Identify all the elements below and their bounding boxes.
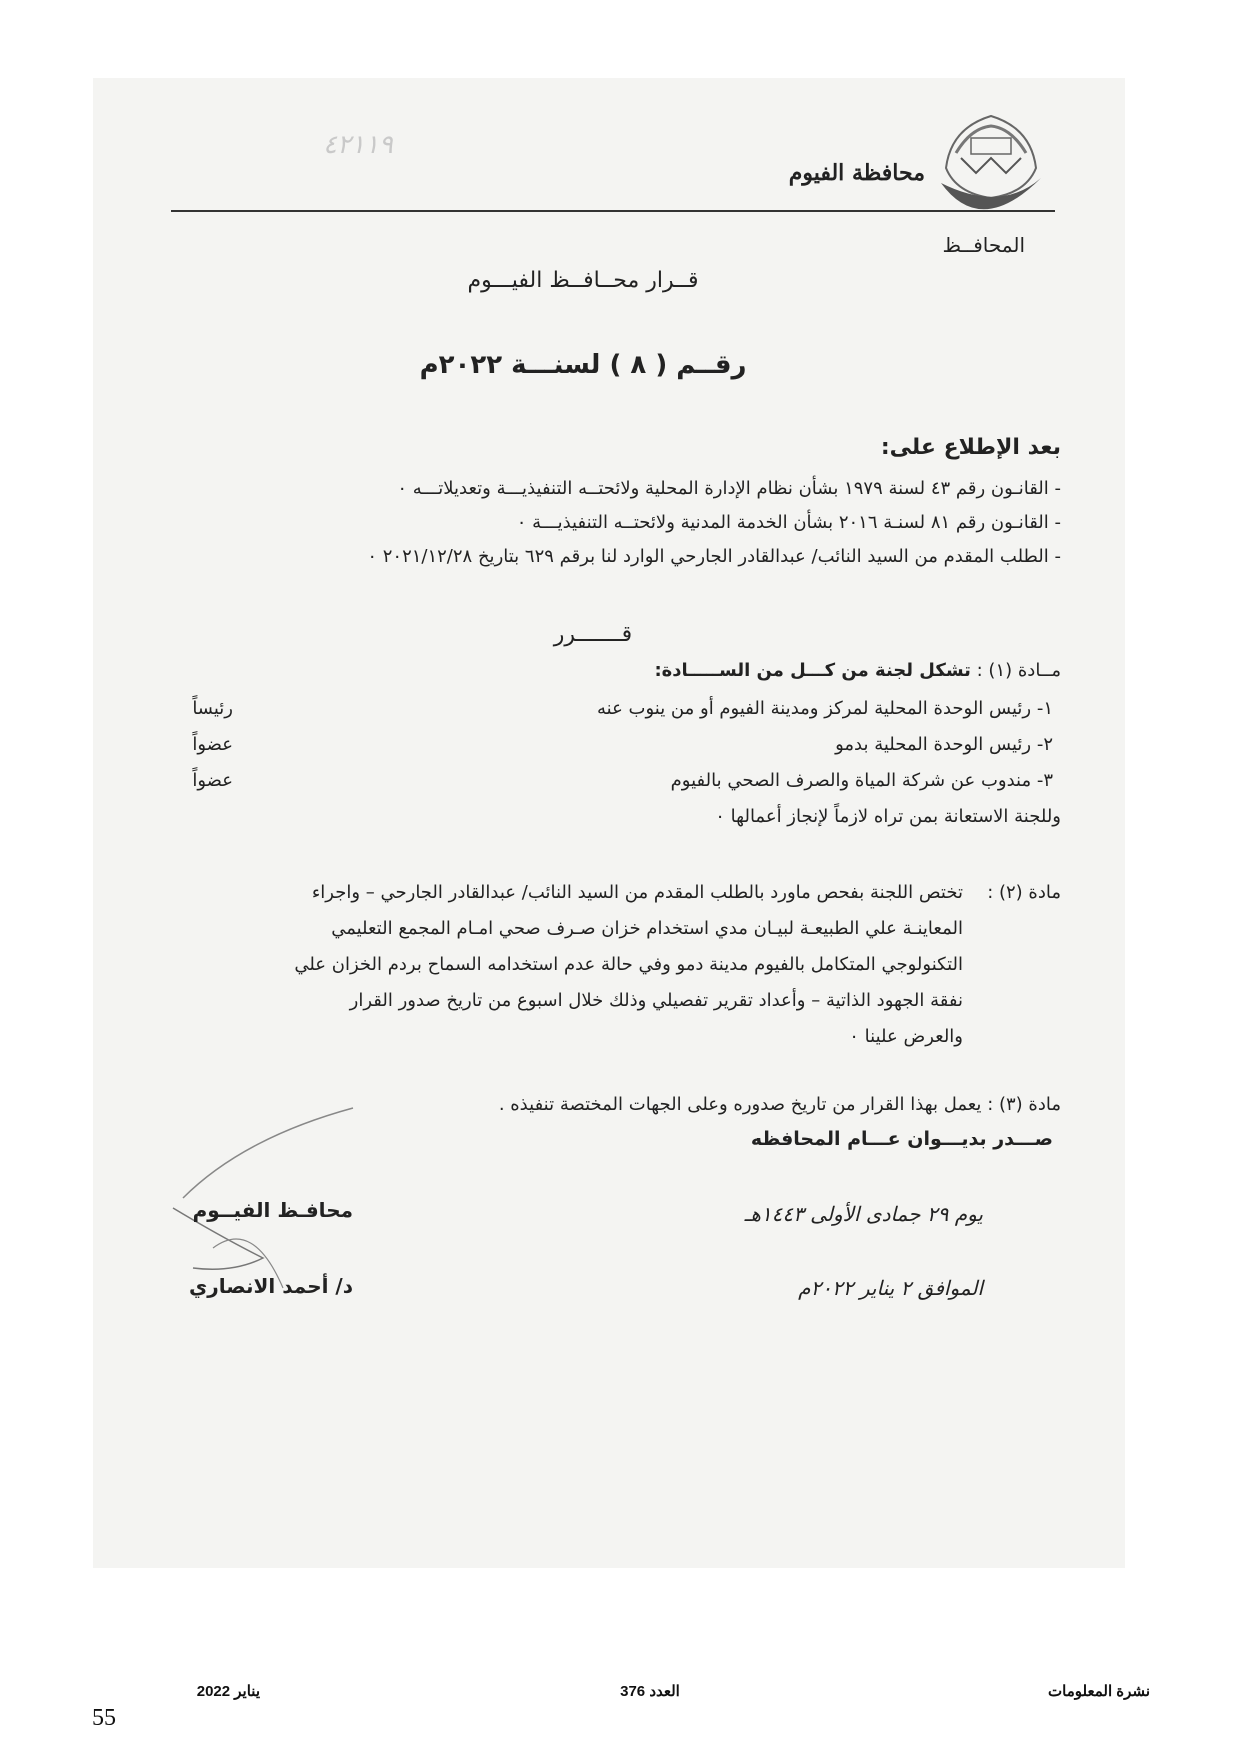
- article-3: [293, 1094, 1061, 1115]
- governorate-logo-icon: [931, 98, 1051, 218]
- decision-title: قــرار محــافــظ الفيـــوم: [467, 268, 699, 293]
- article-2-line-2: المعاينـة علي الطبيعـة لبيـان مدي استخدام خزان صـرف صحي امـام المجمع التعليمي: [331, 918, 963, 939]
- member-1-role: رئيساً: [192, 698, 233, 719]
- hijri-date: يوم ٢٩ جمادى الأولى ١٤٤٣هـ: [744, 1202, 983, 1226]
- article-3-label: مادة (٣) :: [987, 1094, 1061, 1115]
- article-2-line-5: والعرض علينا ٠: [849, 1026, 963, 1047]
- preamble-item-3: - الطلب المقدم من السيد النائب/ عبدالقادر الجارحي الوارد لنا برقم ٦٢٩ بتاريخ ٢٠٢١/١٢/٢٨ ٠: [367, 546, 1061, 567]
- article-2-label: مادة (٢) :: [987, 882, 1061, 903]
- governorate-name: محافظة الفيوم: [788, 160, 925, 186]
- preamble-item-1: - القانـون رقم ٤٣ لسنة ١٩٧٩ بشأن نظام الإدارة المحلية ولائحتــه التنفيذيـــة وتعديلاتـــه ٠: [397, 478, 1061, 499]
- member-3: ٣- مندوب عن شركة المياة والصرف الصحي بالفيوم: [670, 770, 1053, 791]
- faint-stamp: ٤٢١١٩: [323, 130, 393, 160]
- footer-date: يناير 2022: [196, 1683, 260, 1700]
- preamble-heading: بعد الإطلاع على:: [880, 435, 1061, 460]
- decision-heading: قـــــــرر: [553, 622, 633, 647]
- footer-publication: نشرة المعلومات: [1048, 1683, 1150, 1700]
- article-2-line-1: تختص اللجنة بفحص ماورد بالطلب المقدم من السيد النائب/ عبدالقادر الجارحي – واجراء: [311, 882, 963, 903]
- article-3-text: يعمل بهذا القرار من تاريخ صدوره وعلى الجهات المختصة تنفيذه .: [498, 1094, 982, 1115]
- preamble-item-2: - القانـون رقم ٨١ لسنـة ٢٠١٦ بشأن الخدمة المدنية ولائحتــه التنفيذيـــة ٠: [516, 512, 1061, 533]
- signer-title: محافـظ الفيــوم: [192, 1198, 353, 1222]
- member-1: ١- رئيس الوحدة المحلية لمركز ومدينة الفيوم أو من ينوب عنه: [596, 698, 1053, 719]
- article-1-heading: [493, 660, 1061, 681]
- article-1-text: تشكل لجنة من كـــل من الســـــادة:: [654, 660, 971, 681]
- footer-issue: العدد 376: [620, 1683, 680, 1700]
- member-3-role: عضواً: [192, 770, 233, 791]
- scanned-document: [93, 78, 1125, 1568]
- article-2-line-3: التكنولوجي المتكامل بالفيوم مدينة دمو وفي حالة عدم استخدامه السماح بردم الخزان علي: [294, 954, 963, 975]
- header-divider: [171, 210, 1055, 212]
- member-2: ٢- رئيس الوحدة المحلية بدمو: [835, 734, 1053, 755]
- decision-number: رقــم ( ٨ ) لسنـــة ٢٠٢٢م: [419, 350, 747, 380]
- article-1-label: مــادة (١) :: [976, 660, 1061, 681]
- member-2-role: عضواً: [192, 734, 233, 755]
- office-title: المحافــظ: [942, 233, 1025, 257]
- issued-at: صـــدر بديـــوان عـــام المحافظه: [750, 1128, 1053, 1150]
- page-number: 55: [92, 1705, 116, 1731]
- article-2-line-4: نفقة الجهود الذاتية – وأعداد تقرير تفصيلي وذلك خلال اسبوع من تاريخ صدور القرار: [349, 990, 963, 1011]
- article-1-note: وللجنة الاستعانة بمن تراه لازماً لإنجاز أعمالها ٠: [715, 806, 1061, 827]
- gregorian-date: الموافق ٢ يناير ٢٠٢٢م: [798, 1276, 983, 1300]
- signer-name: د/ أحمد الانصاري: [188, 1274, 353, 1298]
